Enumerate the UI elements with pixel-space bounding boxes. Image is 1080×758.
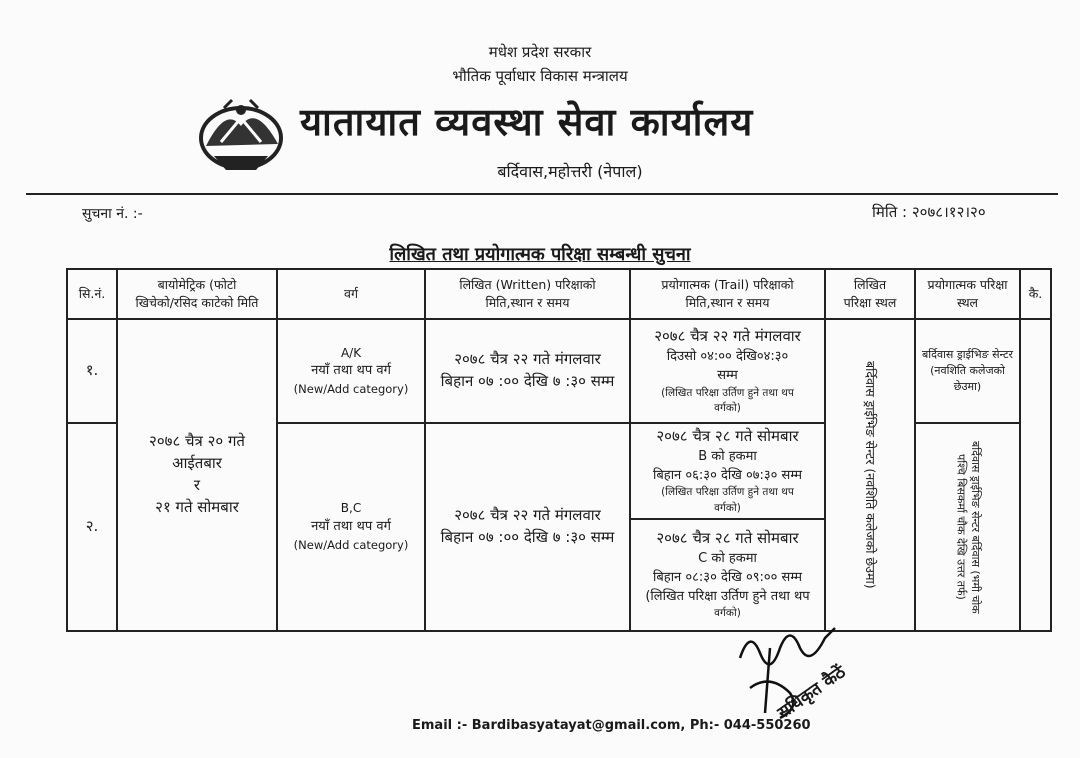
header-written-venue: लिखित परिक्षा स्थल [825, 269, 915, 319]
header-trial: प्रयोगात्मक (Trail) परिक्षाको मिति,स्थान र समय [630, 269, 825, 319]
trial-venue-cell: बर्दिवास ड्राईभिङ सेन्टर (नवशिति कलेजको छेउमा) [915, 319, 1020, 423]
written-exam-cell: २०७८ चैत्र २२ गते मंगलवार बिहान ०७ :०० देखि ७ :३० सम्म [425, 423, 630, 631]
written-exam-cell: २०७८ चैत्र २२ गते मंगलवार बिहान ०७ :०० देखि ७ :३० सम्म [425, 319, 630, 423]
office-title: यातायात व्यवस्था सेवा कार्यालय [300, 100, 754, 144]
footer-contact: Email :- Bardibasyatayat@gmail.com, Ph:- 044-550260 [412, 718, 811, 733]
notice-number: सुचना नं. :- [82, 206, 143, 222]
header-trial-venue: प्रयोगात्मक परिक्षा स्थल [915, 269, 1020, 319]
remarks-cell [1020, 319, 1051, 631]
header-sn: सि.नं. [67, 269, 117, 319]
header-divider [26, 193, 1058, 195]
trial-venue-cell: बर्दिवास ड्राईभिङ सेन्टर बर्दिवास (भमी चोक पश्चि बिसकर्मा चौक देखि उत्तर तर्फ) [915, 423, 1020, 631]
category-cell: A/K नयाँ तथा थप वर्ग (New/Add category) [277, 319, 425, 423]
signature-name: सधिकृत कैठें [774, 662, 850, 724]
table-row [67, 319, 1051, 423]
row-sn: २. [67, 423, 117, 631]
government-name: मधेश प्रदेश सरकार [488, 43, 592, 61]
office-address: बर्दिवास,महोत्तरी (नेपाल) [497, 162, 643, 181]
category-cell: B,C नयाँ तथा थप वर्ग (New/Add category) [277, 423, 425, 631]
trial-exam-cell: २०७८ चैत्र २२ गते मंगलवार दिउसो ०४:०० देखि०४:३० सम्म (लिखित परिक्षा उर्तिण हुने तथा थप वर्गको) [630, 319, 825, 423]
notice-subject: लिखित तथा प्रयोगात्मक परिक्षा सम्बन्धी सुचना [389, 244, 691, 265]
written-venue-cell: बर्दिवास ड्राईभिङ सेन्टर (नवशिति कलेजको छेउमा) [825, 319, 915, 631]
table-header-row [67, 269, 1051, 319]
header-written: लिखित (Written) परिक्षाको मिति,स्थान र समय [425, 269, 630, 319]
biometric-date-cell: २०७८ चैत्र २० गते आईतबार र २१ गते सोमबार [117, 319, 277, 631]
exam-schedule-table [66, 268, 1052, 632]
row-sn: १. [67, 319, 117, 423]
header-category: वर्ग [277, 269, 425, 319]
trial-exam-cell-b: २०७८ चैत्र २८ गते सोमबार B को हकमा बिहान ०६:३० देखि ०७:३० सम्म (लिखित परिक्षा उर्तिण हुने तथा थप वर्गको) [630, 423, 825, 519]
header-remarks: कै. [1020, 269, 1051, 319]
trial-exam-cell-c: २०७८ चैत्र २८ गते सोमबार C को हकमा बिहान ०८:३० देखि ०९:०० सम्म (लिखित परिक्षा उर्तिण हुने तथा थप वर्गको) [630, 519, 825, 631]
header-biometric: बायोमेट्रिक (फोटो खिचेको/रसिद काटेको मिति [117, 269, 277, 319]
ministry-name: भौतिक पूर्वाधार विकास मन्त्रालय [452, 67, 628, 85]
notice-date: मिति : २०७८।१२।२० [872, 203, 986, 221]
